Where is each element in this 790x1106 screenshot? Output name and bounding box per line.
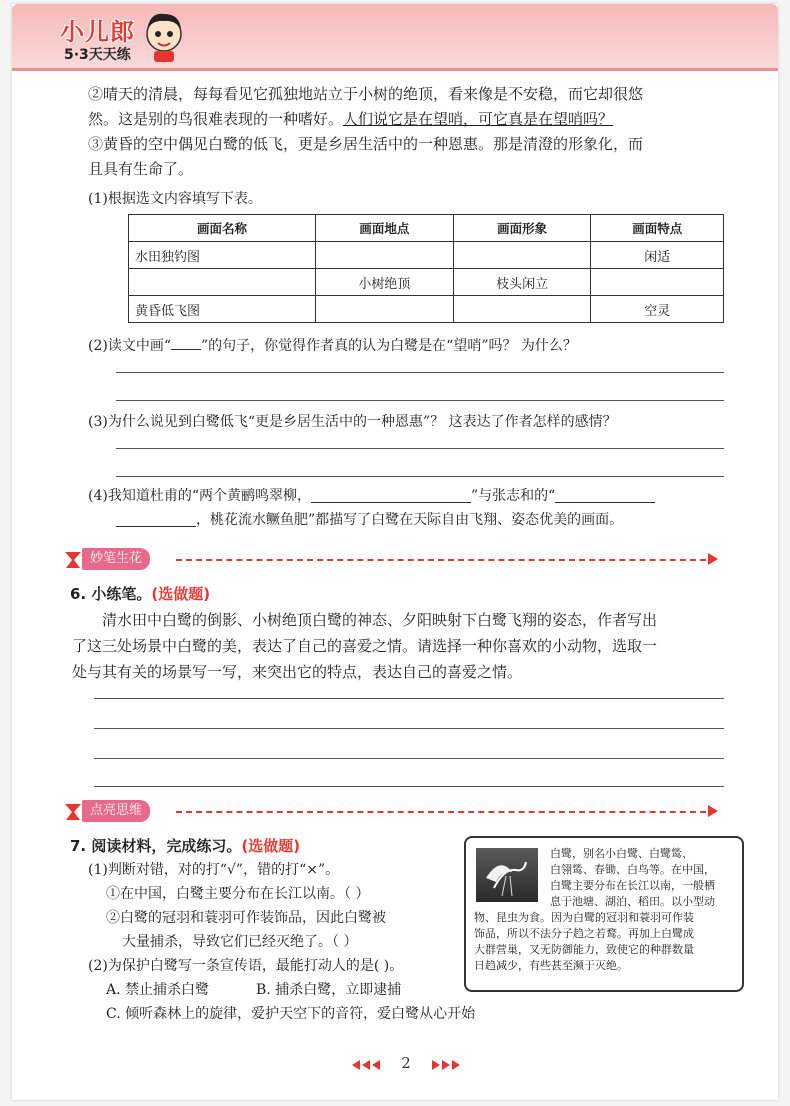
passage-p3-line2: 且具有生命了。 (88, 160, 194, 178)
q7-title (70, 836, 300, 856)
table-header: 画面形象 (453, 215, 591, 242)
q4-line1 (88, 486, 655, 506)
fill-blank[interactable] (555, 502, 655, 503)
q7-part1-b2: 大量捕杀，导致它们已经灭绝了。（ ） (122, 934, 358, 950)
q2-prompt-end: ”的句子，你觉得作者真的认为白鹭是在“望哨”吗？ 为什么？ (201, 338, 577, 354)
underline-mark (171, 349, 201, 350)
q7-part2: (2)为保护白鹭写一条宣传语，最能打动人的是( )。 (88, 958, 404, 974)
dashed-divider (176, 559, 706, 561)
aside-line: 物、昆虫为食。因为白鹭的冠羽和蓑羽可作装 (474, 911, 694, 924)
table-cell-blank[interactable] (591, 269, 724, 296)
triangle-left-icon (372, 1060, 380, 1070)
table-row (129, 242, 724, 269)
answer-line[interactable] (116, 476, 724, 477)
egret-photo (476, 848, 538, 902)
table-cell: 空灵 (591, 296, 724, 323)
q4-text-a: (4)我知道杜甫的“两个黄鹂鸣翠柳， (88, 488, 311, 504)
answer-line[interactable] (116, 400, 724, 401)
page-footer (346, 1054, 466, 1076)
table-cell-blank[interactable] (316, 242, 454, 269)
aside-line: 白翎鸶、春锄、白鸟等。在中国， (550, 863, 715, 876)
arrow-right-icon (708, 553, 718, 565)
passage-p3-line1: ③黄昏的空中偶见白鹭的低飞，更是乡居生活中的一种恩惠。那是清澄的形象化，而 (88, 135, 644, 153)
aside-line: 白鹭，别名小白鹭、白鹭鸶、 (550, 847, 693, 860)
dashed-divider (176, 811, 706, 813)
optional-tag: (选做题) (151, 585, 211, 603)
q6-line2: 了这三处场景中白鹭的美，表达了自己的喜爱之情。请选择一种你喜欢的小动物，选取一 (72, 637, 658, 655)
q7-part1-a: ①在中国，白鹭主要分布在长江以南。（ ） (106, 886, 370, 902)
aside-line: 大群营巢，又无防御能力，致使它的种群数量 (474, 943, 694, 956)
q4-text-b: ”与张志和的“ (471, 488, 556, 504)
writing-line[interactable] (94, 758, 724, 759)
section-banner-thinking (62, 800, 722, 822)
optional-tag: (选做题) (241, 837, 301, 855)
q6-line1: 清水田中白鹭的倒影、小树绝顶白鹭的神态、夕阳映射下白鹭飞翔的姿态，作者写出 (102, 611, 658, 629)
table-cell-blank[interactable] (129, 269, 316, 296)
table-cell-blank[interactable] (453, 296, 591, 323)
q6-line3: 处与其有关的场景写一写，来突出它的特点，表达自己的喜爱之情。 (72, 663, 523, 681)
arrow-right-icon (708, 805, 718, 817)
q4-text-c: ，桃花流水鳜鱼肥”都描写了白鹭在天际自由飞翔、姿态优美的画面。 (196, 512, 624, 528)
table-row (129, 269, 724, 296)
q1-prompt: (1)根据选文内容填写下表。 (88, 191, 262, 207)
table-cell: 闲适 (591, 242, 724, 269)
triangle-left-icon (352, 1060, 360, 1070)
fill-blank[interactable] (116, 526, 196, 527)
table-header: 画面名称 (129, 215, 316, 242)
writing-line[interactable] (94, 698, 724, 699)
section-label: 妙笔生花 (82, 548, 150, 570)
table-cell-blank[interactable] (316, 296, 454, 323)
table-row (129, 296, 724, 323)
q6-title (70, 584, 210, 604)
table-header: 画面特点 (591, 215, 724, 242)
table-cell: 小树绝顶 (316, 269, 454, 296)
q7-option-b[interactable]: B. 捕杀白鹭，立即逮捕 (256, 982, 402, 998)
egret-info-box (464, 836, 744, 992)
answer-line[interactable] (116, 448, 724, 449)
mascot-icon (140, 8, 188, 64)
aside-line: 息于池塘、湖泊、稻田。以小型动 (550, 895, 715, 908)
triangle-right-icon (452, 1060, 460, 1070)
scene-table (128, 214, 724, 323)
q7-part1-b1: ②白鹭的冠羽和蓑羽可作装饰品，因此白鹭被 (106, 910, 386, 926)
q7-option-a[interactable]: A. 禁止捕杀白鹭 (106, 982, 210, 998)
table-header: 画面地点 (316, 215, 454, 242)
star-icon (62, 548, 84, 570)
table-cell-blank[interactable] (453, 242, 591, 269)
worksheet-page (12, 4, 778, 1100)
passage-p2-line2 (88, 109, 613, 129)
fill-blank[interactable] (311, 502, 471, 503)
aside-line: 白鹭主要分布在长江以南，一般栖 (550, 879, 715, 892)
q7-part1: (1)判断对错，对的打“√”，错的打“×”。 (88, 862, 340, 878)
header-band (12, 4, 778, 71)
table-cell: 水田独钓图 (129, 242, 316, 269)
aside-line: 饰品，所以不法分子趋之若鹜。再加上白鹭成 (474, 927, 694, 940)
passage-p2-line1: ②晴天的清晨，每每看见它孤独地站立于小树的绝顶，看来像是不安稳，而它却很悠 (88, 85, 644, 103)
aside-line: 日趋减少，有些甚至濒于灭绝。 (474, 959, 628, 972)
star-icon (62, 800, 84, 822)
q7-title-text: 7. 阅读材料，完成练习。 (70, 837, 242, 855)
writing-line[interactable] (94, 786, 724, 787)
table-cell: 黄昏低飞图 (129, 296, 316, 323)
section-banner-writing (62, 548, 722, 570)
q3-prompt: (3)为什么说见到白鹭低飞“更是乡居生活中的一种恩惠”？ 这表达了作者怎样的感情？ (88, 414, 617, 430)
egret-icon (476, 848, 538, 902)
q7-option-c[interactable]: C. 倾听森林上的旋律，爱护天空下的音符，爱白鹭从心开始 (106, 1006, 476, 1022)
logo-title: 小儿郎 (60, 18, 135, 46)
logo-subtitle: 5·3天天练 (64, 47, 131, 63)
answer-line[interactable] (116, 372, 724, 373)
q2-prompt-start: (2)读文中画“ (88, 338, 171, 354)
section-label: 点亮思维 (82, 800, 150, 822)
q2-prompt (88, 336, 577, 356)
triangle-right-icon (442, 1060, 450, 1070)
passage-p2-text: 然。这是别的鸟很难表现的一种嗜好。 (88, 110, 344, 128)
writing-line[interactable] (94, 728, 724, 729)
page-number: 2 (401, 1054, 411, 1072)
triangle-right-icon (432, 1060, 440, 1070)
q6-title-text: 6. 小练笔。 (70, 585, 152, 603)
table-cell: 枝头闲立 (453, 269, 591, 296)
underlined-sentence: 人们说它是在望哨，可它真是在望哨吗？ (343, 110, 614, 128)
table-header-row (129, 215, 724, 242)
triangle-left-icon (362, 1060, 370, 1070)
q4-line2 (116, 510, 623, 530)
